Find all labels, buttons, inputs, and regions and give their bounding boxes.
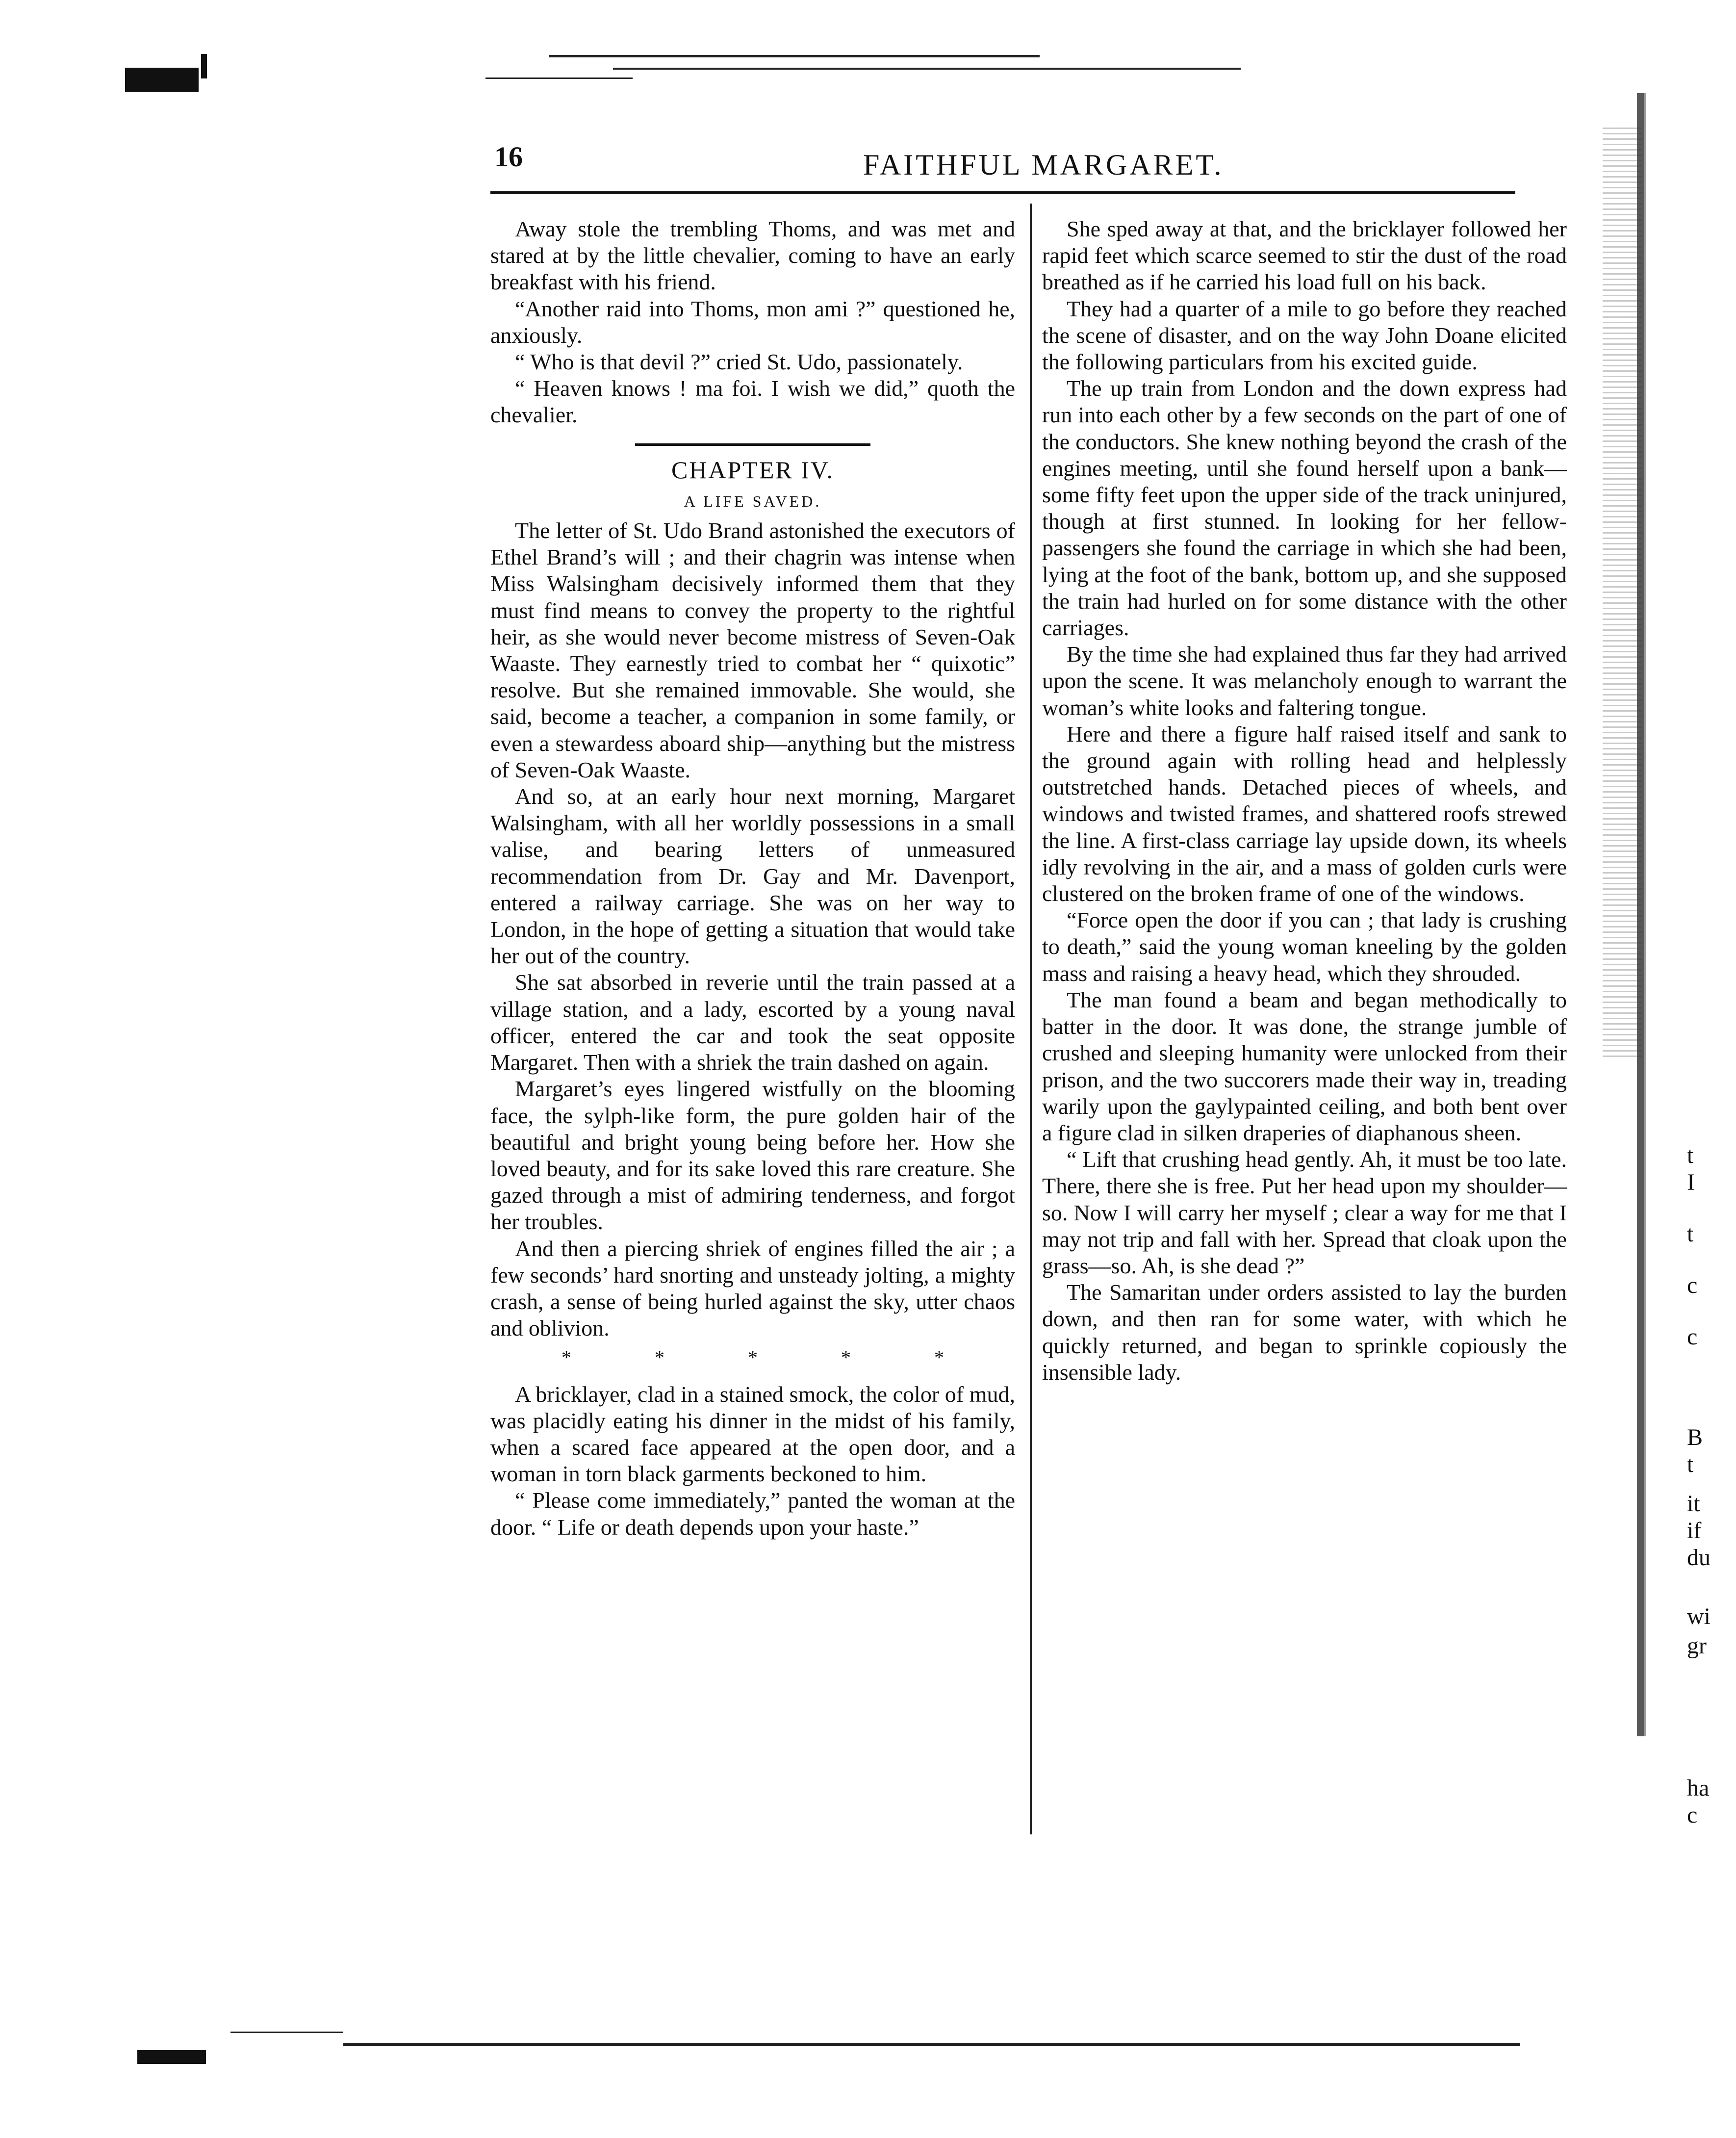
paragraph: “ Lift that crushing head gently. Ah, it must be too late. There, there she is free. Put her head upon my shoulder—so. Now I will carry her myself ; clear a way for me that I may not trip and fall with her. Spread that cloak upon the grass—so. Ah, is she dead ?” xyxy=(1042,1147,1567,1278)
paragraph: The man found a beam and began methodically to batter in the door. It was done, the strange jumble of crushed and sleeping humanity were unlocked from their prison, and the two succorers made their way in, treading warily upon the gaylypainted ceiling, and both bent over a figure clad in silken draperies of diaphanous sheen. xyxy=(1042,987,1567,1145)
scan-streak-top-2 xyxy=(613,68,1241,70)
paragraph: She sped away at that, and the bricklayer followed her rapid feet which scarce seemed to stir the dust of the road breathed as if he carried his load full on his back. xyxy=(1042,216,1567,295)
star: * xyxy=(562,1346,571,1369)
left-column xyxy=(490,216,1015,1541)
page-number: 16 xyxy=(494,141,523,173)
paragraph: A bricklayer, clad in a stained smock, the color of mud, was placidly eating his dinner in the midst of his family, when a scared face appeared at the open door, and a woman in torn black garments beckoned to him. xyxy=(490,1381,1015,1487)
scan-streak-top-3 xyxy=(485,77,633,79)
scan-streak-top xyxy=(549,55,1040,57)
paragraph: “ Please come immediately,” panted the woman at the door. “ Life or death depends upon your haste.” xyxy=(490,1488,1015,1540)
edge-fragment: ha xyxy=(1687,1775,1710,1801)
edge-fragment: gr xyxy=(1687,1633,1707,1659)
edge-fragment: I xyxy=(1687,1169,1695,1195)
edge-fragment: c xyxy=(1687,1272,1698,1298)
edge-fragment: if xyxy=(1687,1518,1702,1544)
edge-fragment: c xyxy=(1687,1802,1698,1828)
paragraph: The letter of St. Udo Brand astonished the executors of Ethel Brand’s will ; and their chagrin was intense when Miss Walsingham decisively informed them that they must find means to convey the property to the rightful heir, as she would never become mistress of Seven-Oak Waaste. They earnestly tried to combat her “ quixotic” resolve. But she remained immovable. She would, she said, become a teacher, a companion in some family, or even a stewardess aboard ship—anything but the mistress of Seven-Oak Waaste. xyxy=(490,518,1015,782)
star: * xyxy=(748,1346,758,1369)
header-rule xyxy=(490,191,1515,194)
star: * xyxy=(934,1346,944,1369)
column-divider xyxy=(1030,204,1032,1834)
paragraph: “Force open the door if you can ; that lady is crushing to death,” said the young woman kneeling by the golden mass and raising a heavy head, which they shrouded. xyxy=(1042,907,1567,986)
paragraph: Margaret’s eyes lingered wistfully on the blooming face, the sylph-like form, the pure golden hair of the beautiful and bright young being before her. How she loved beauty, and for its sake loved this rare creature. She gazed through a mist of admiring tenderness, and forgot her troubles. xyxy=(490,1076,1015,1235)
page-edge-noise xyxy=(1603,128,1642,1059)
section-break-stars xyxy=(490,1344,1015,1371)
edge-fragment: it xyxy=(1687,1491,1700,1517)
paragraph: “Another raid into Thoms, mon ami ?” questioned he, anxiously. xyxy=(490,296,1015,348)
chapter-rule xyxy=(635,443,870,446)
paragraph: “ Heaven knows ! ma foi. I wish we did,” quoth the chevalier. xyxy=(490,376,1015,428)
paragraph: Away stole the trembling Thoms, and was met and stared at by the little chevalier, coming to have an early breakfast with his friend. xyxy=(490,216,1015,295)
page-edge-shadow xyxy=(1637,93,1657,1736)
paragraph: The Samaritan under orders assisted to lay the burden down, and then ran for some water, with which he quickly returned, and began to sprinkle copiously the insensible lady. xyxy=(1042,1280,1567,1385)
star: * xyxy=(841,1346,851,1369)
paragraph: “ Who is that devil ?” cried St. Udo, passionately. xyxy=(515,349,963,375)
edge-fragment: B xyxy=(1687,1424,1703,1450)
paragraph: Here and there a figure half raised itself and sank to the ground again with rolling head and helplessly outstretched hands. Detached pieces of wheels, and windows and twisted frames, and shattered roofs strewed the line. A first-class carriage lay upside down, its wheels idly revolving in the air, and a mass of golden curls were clustered on the broken frame of one of the windows. xyxy=(1042,721,1567,906)
chapter-subtitle: A LIFE SAVED. xyxy=(684,492,822,510)
edge-fragment: t xyxy=(1687,1451,1694,1477)
right-column xyxy=(1042,216,1567,1386)
scan-streak-bottom xyxy=(230,2032,343,2033)
bottom-rule xyxy=(343,2043,1520,2046)
edge-fragment: t xyxy=(1687,1221,1694,1247)
paragraph: By the time she had explained thus far they had arrived upon the scene. It was melancholy enough to warrant the woman’s white looks and faltering tongue. xyxy=(1042,642,1567,720)
scan-mark-top-left xyxy=(201,54,207,78)
chapter-title: CHAPTER IV. xyxy=(671,456,835,484)
paragraph: And then a piercing shriek of engines filled the air ; a few seconds’ hard snorting and unsteady jolting, a mighty crash, a sense of being hurled against the sky, utter chaos and oblivion. xyxy=(490,1236,1015,1341)
running-title: FAITHFUL MARGARET. xyxy=(863,149,1224,181)
paragraph: And so, at an early hour next morning, Margaret Walsingham, with all her worldly possessions in a small valise, and bearing letters of unmeasured recommendation from Dr. Gay and Mr. Davenport, entered a railway carriage. She was on her way to London, in the hope of getting a situation that would take her out of the country. xyxy=(490,784,1015,969)
paragraph: She sat absorbed in reverie until the train passed at a village station, and a lady, escorted by a young naval officer, entered the car and took the seat opposite Margaret. Then with a shriek the train dashed on again. xyxy=(490,970,1015,1075)
paragraph: They had a quarter of a mile to go before they reached the scene of disaster, and on the way John Doane elicited the following particulars from his excited guide. xyxy=(1042,296,1567,375)
star: * xyxy=(655,1346,664,1369)
edge-fragment: du xyxy=(1687,1545,1710,1571)
edge-fragment: t xyxy=(1687,1142,1694,1168)
paragraph: The up train from London and the down express had run into each other by a few seconds on the part of one of the conductors. She knew nothing beyond the crash of the engines meeting, until she found herself upon a bank—some fifty feet upon the upper side of the track uninjured, though at first stunned. In looking for her fellow-passengers she found the carriage in which she had been, lying at the foot of the bank, bottom up, and she supposed the train had hurled on for some distance with the other carriages. xyxy=(1042,376,1567,641)
edge-fragment: wi xyxy=(1687,1603,1710,1629)
scan-smudge-top-left xyxy=(125,68,199,92)
scan-smudge-bottom-left xyxy=(137,2050,206,2064)
edge-fragment: c xyxy=(1687,1324,1698,1350)
